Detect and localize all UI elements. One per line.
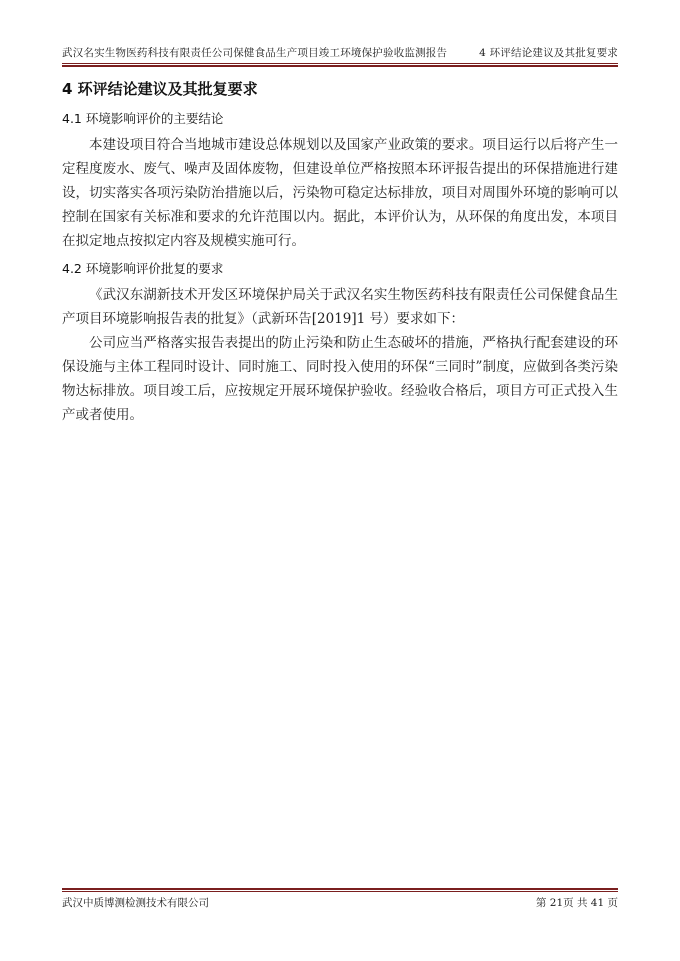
header-report-title: 武汉名实生物医药科技有限责任公司保健食品生产项目竣工环境保护验收监测报告 xyxy=(62,47,448,59)
header-divider xyxy=(62,63,618,64)
footer-divider xyxy=(62,891,618,892)
conclusion-paragraph: 本建设项目符合当地城市建设总体规划以及国家产业政策的要求。项目运行以后将产生一定程度废水、废气、噪声及固体废物，但建设单位严格按照本环评报告提出的环保措施进行建设，切实落实各项污染防治措施以后，污染物可稳定达标排放，项目对周围外环境的影响可以控制在国家有关标准和要求的允许范围以内。据此，本评价认为，从环保的角度出发，本项目在拟定地点按拟定内容及规模实施可行。 xyxy=(62,137,618,249)
page-header xyxy=(62,42,618,60)
page-footer xyxy=(62,895,618,911)
approval-requirements-paragraph: 公司应当严格落实报告表提出的防止污染和防止生态破坏的措施，严格执行配套建设的环保设施与主体工程同时设计、同时施工、同时投入使用的环保“三同时”制度，应做到各类污染物达标排放。项目竣工后，应按规定开展环境保护验收。经验收合格后，项目方可正式投入生产或者使用。 xyxy=(62,335,618,423)
footer-divider-thick xyxy=(62,888,618,890)
header-divider-thick xyxy=(62,65,618,67)
section-heading: 4 环评结论建议及其批复要求 xyxy=(62,80,258,98)
footer-company-name: 武汉中质博测检测技术有限公司 xyxy=(62,897,209,909)
footer-page-number: 第 21页 共 41 页 xyxy=(535,897,618,909)
page-content xyxy=(62,78,618,427)
subsection-heading-4-1: 4.1 环境影响评价的主要结论 xyxy=(62,111,224,126)
header-section-title: 4 环评结论建议及其批复要求 xyxy=(479,47,618,59)
approval-reference-paragraph: 《武汉东湖新技术开发区环境保护局关于武汉名实生物医药科技有限责任公司保健食品生产项目环境影响报告表的批复》（武新环告[2019]1 号）要求如下： xyxy=(62,287,618,327)
subsection-heading-4-2: 4.2 环境影响评价批复的要求 xyxy=(62,261,224,276)
